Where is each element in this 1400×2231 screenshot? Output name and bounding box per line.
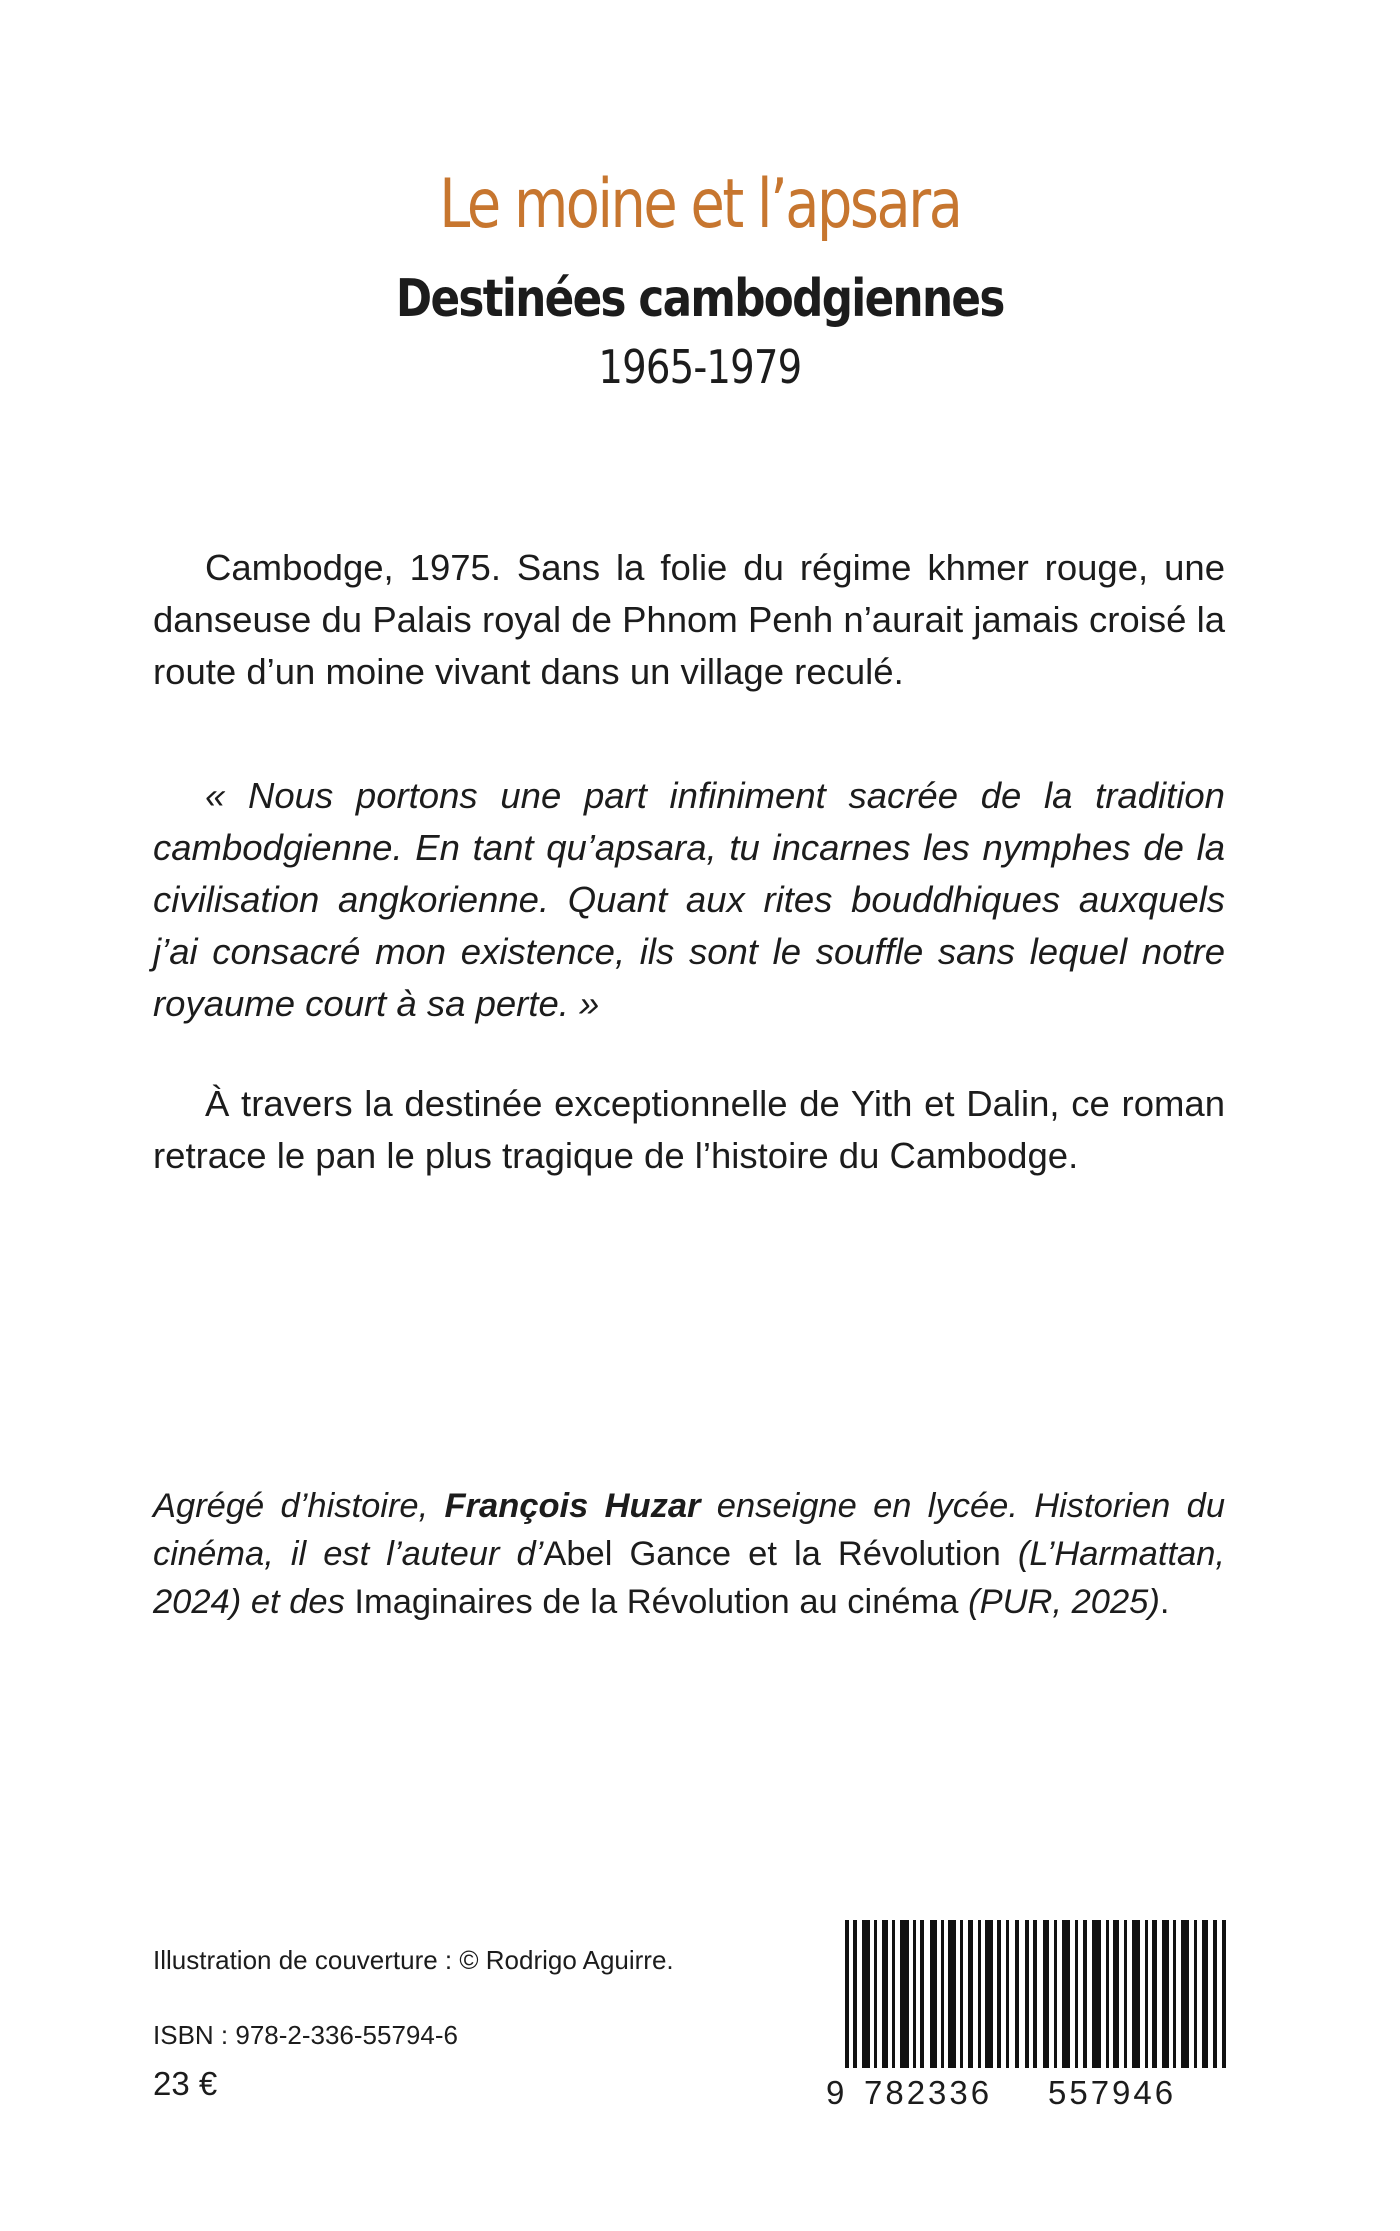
author-bio: [153, 1482, 1225, 1626]
barcode-group-1: 782336: [864, 2074, 993, 2111]
author-name: François Huzar: [444, 1487, 701, 1525]
book-subtitle: Destinées cambodgiennes: [396, 269, 1004, 329]
quote-text: « Nous portons une part infiniment sacrée de la tradition cambodgienne. En tant qu’apsara, tu incarnes les nymphes de la civilisation angkorienne. Quant aux rites bouddhiques auxquels j’ai consacré mon existence, ils sont le souffle sans lequel notre royaume court à sa perte. »: [153, 775, 1225, 1024]
bio-intro: Agrégé d’histoire,: [153, 1487, 445, 1525]
publisher-1: (L’Harmattan, 2024): [153, 1535, 1226, 1621]
blurb-quote: [153, 770, 1225, 1030]
publisher-2: (PUR, 2025): [958, 1583, 1160, 1621]
book-years: 1965-1979: [598, 340, 802, 394]
header: [0, 165, 1400, 400]
barcode-digits: [826, 2068, 1246, 2118]
bio-text: enseigne en lycée. Historien du cinéma, il est l’auteur d’: [153, 1487, 1226, 1573]
barcode-first-digit: 9: [826, 2074, 848, 2111]
blurb-paragraph-1: [153, 542, 1225, 698]
price: 23 €: [153, 2065, 218, 2102]
isbn: ISBN : 978-2-336-55794-6: [153, 2020, 458, 2050]
blurb-paragraph-3: [153, 1078, 1225, 1182]
book-title-2: Imaginaires de la Révolution au cinéma: [354, 1583, 959, 1621]
bio-text: et des: [241, 1583, 355, 1621]
book-title-1: Abel Gance et la Révolution: [543, 1535, 1001, 1573]
bio-end: .: [1159, 1583, 1170, 1621]
book-title: Le moine et l’apsara: [439, 165, 961, 244]
barcode-group-2: 557946: [1048, 2074, 1177, 2111]
blurb-text: À travers la destinée exceptionnelle de Yith et Dalin, ce roman retrace le pan le plus tragique de l’histoire du Cambodge.: [153, 1083, 1225, 1176]
blurb-text: Cambodge, 1975. Sans la folie du régime khmer rouge, une danseuse du Palais royal de Phnom Penh n’aurait jamais croisé la route d’un moine vivant dans un village reculé.: [153, 547, 1225, 692]
cover-credit: Illustration de couverture : © Rodrigo Aguirre.: [153, 1945, 674, 1975]
